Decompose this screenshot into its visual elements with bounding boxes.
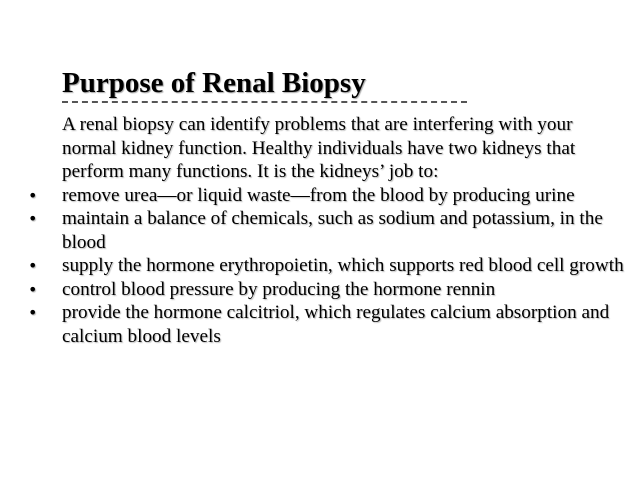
intro-paragraph: A renal biopsy can identify problems that are interfering with your normal kidney function. Healthy individuals have two kidneys that perform many functions. It is the kidneys’ job to: bbox=[62, 114, 576, 182]
bullet-list bbox=[28, 184, 628, 349]
bullet-item bbox=[28, 207, 628, 254]
bullet-text: maintain a balance of chemicals, such as sodium and potassium, in the blood bbox=[62, 208, 603, 253]
bullet-item bbox=[28, 184, 628, 208]
bullet-text: provide the hormone calcitriol, which regulates calcium absorption and calcium blood levels bbox=[62, 302, 610, 347]
bullet-dot-icon: • bbox=[28, 185, 38, 205]
bullet-text: supply the hormone erythropoietin, which supports red blood cell growth bbox=[62, 255, 624, 276]
slide-title: Purpose of Renal Biopsy bbox=[62, 67, 366, 99]
slide-body bbox=[28, 113, 628, 348]
bullet-dot-icon: • bbox=[28, 256, 38, 275]
bullet-item bbox=[28, 301, 628, 348]
bullet-item bbox=[28, 278, 628, 302]
bullet-dot-icon: • bbox=[28, 303, 38, 322]
bullet-dot-icon: • bbox=[28, 279, 38, 299]
title-underline bbox=[62, 101, 467, 103]
bullet-item bbox=[28, 254, 628, 278]
bullet-dot-icon: • bbox=[28, 209, 38, 228]
bullet-text: control blood pressure by producing the hormone rennin bbox=[62, 278, 496, 300]
bullet-text: remove urea—or liquid waste—from the blood by producing urine bbox=[62, 184, 575, 206]
